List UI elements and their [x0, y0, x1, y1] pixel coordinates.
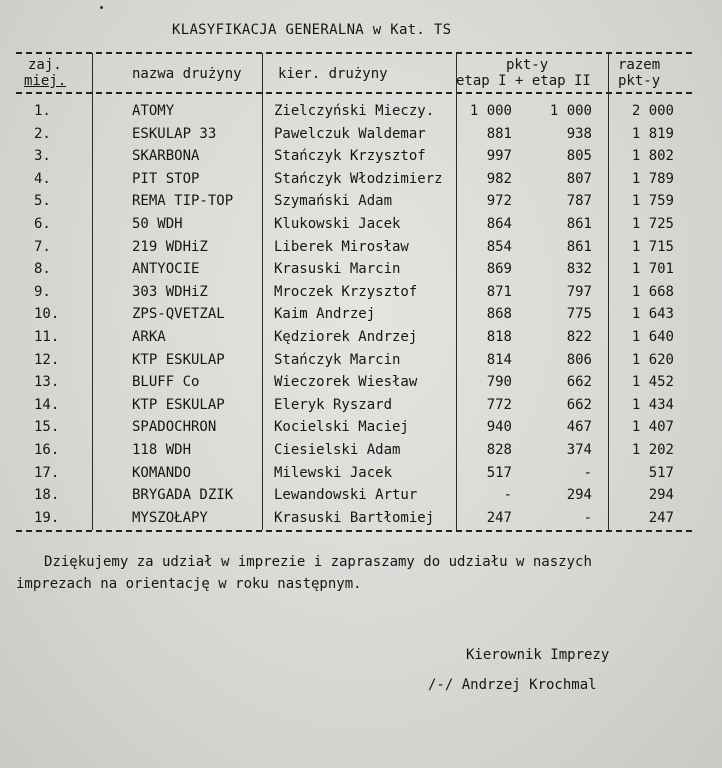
stage1-points-cell: 881	[486, 125, 512, 142]
stage2-points-cell: 938	[566, 125, 592, 142]
stage2-points-cell: 861	[566, 216, 592, 232]
place-cell: 9.	[34, 283, 51, 300]
team-leader-cell: Wieczorek Wiesław	[274, 374, 418, 391]
team-leader-cell: Lewandowski Artur	[274, 487, 418, 504]
place-cell: 5.	[34, 193, 51, 210]
stage2-points-cell: 861	[566, 238, 592, 255]
team-name-cell: 303 WDHiZ	[132, 283, 208, 300]
stage1-points-cell: 772	[486, 396, 512, 413]
total-points-cell: 1 434	[631, 396, 674, 413]
total-points-cell: 1 643	[631, 306, 674, 323]
table-row	[16, 258, 692, 281]
place-cell: 11.	[34, 329, 60, 345]
team-leader-cell: Stańczyk Marcin	[274, 351, 401, 368]
signature-title: Kierownik Imprezy	[466, 647, 610, 663]
table-row	[16, 439, 692, 462]
total-points-cell: 1 620	[631, 351, 674, 368]
table-row	[16, 236, 692, 259]
place-cell: 15.	[34, 419, 60, 436]
total-points-cell: 1 759	[631, 193, 674, 210]
team-name-cell: ANTYOCIE	[132, 261, 200, 278]
thanks-line-1: Dziękujemy za udział w imprezie i zapraszamy do udziału w naszych	[44, 554, 592, 570]
stage2-points-cell: -	[583, 464, 592, 481]
place-cell: 16.	[34, 442, 60, 458]
header-bottom-rule	[16, 92, 692, 94]
team-name-cell: ESKULAP 33	[132, 125, 217, 142]
place-cell: 3.	[34, 148, 51, 165]
team-name-cell: BRYGADA DZIK	[132, 487, 234, 504]
speck-mark	[100, 6, 103, 9]
stage1-points-cell: 790	[486, 374, 512, 391]
place-cell: 10.	[34, 306, 60, 323]
team-leader-cell: Ciesielski Adam	[274, 442, 401, 458]
team-leader-cell: Szymański Adam	[274, 193, 393, 210]
total-points-cell: 1 668	[631, 283, 674, 300]
place-cell: 2.	[34, 125, 51, 142]
total-points-cell: 1 407	[631, 419, 674, 436]
team-leader-cell: Klukowski Jacek	[274, 216, 401, 232]
table-row	[16, 326, 692, 349]
header-total-line2: pkt-y	[618, 73, 661, 89]
stage1-points-cell: 940	[486, 419, 512, 436]
table-top-rule	[16, 52, 692, 54]
team-leader-cell: Stańczyk Włodzimierz	[274, 170, 443, 187]
total-points-cell: 294	[648, 487, 674, 504]
stage2-points-cell: 662	[566, 396, 592, 413]
place-cell: 1.	[34, 103, 51, 119]
table-row	[16, 303, 692, 326]
place-cell: 17.	[34, 464, 60, 481]
table-row	[16, 281, 692, 304]
team-leader-cell: Mroczek Krzysztof	[274, 283, 418, 300]
header-points-line1: pkt-y	[506, 57, 549, 73]
stage2-points-cell: 806	[566, 351, 592, 368]
thanks-line-2: imprezach na orientację w roku następnym.	[16, 576, 362, 592]
team-leader-cell: Kaim Andrzej	[274, 306, 376, 323]
stage2-points-cell: 662	[566, 374, 592, 391]
place-cell: 12.	[34, 351, 60, 368]
stage1-points-cell: 818	[486, 329, 512, 345]
table-row	[16, 190, 692, 213]
table-row	[16, 394, 692, 417]
place-cell: 14.	[34, 396, 60, 413]
team-leader-cell: Kędziorek Andrzej	[274, 329, 418, 345]
table-bottom-rule	[16, 530, 692, 532]
stage1-points-cell: 854	[486, 238, 512, 255]
table-row	[16, 123, 692, 146]
stage1-points-cell: 868	[486, 306, 512, 323]
stage1-points-cell: 864	[486, 216, 512, 232]
stage1-points-cell: -	[503, 487, 512, 504]
place-cell: 13.	[34, 374, 60, 391]
team-name-cell: PIT STOP	[132, 170, 200, 187]
total-points-cell: 2 000	[631, 103, 674, 119]
stage2-points-cell: -	[583, 509, 592, 526]
place-cell: 8.	[34, 261, 51, 278]
stage2-points-cell: 805	[566, 148, 592, 165]
stage1-points-cell: 982	[486, 170, 512, 187]
team-name-cell: MYSZOŁAPY	[132, 509, 208, 526]
team-name-cell: ARKA	[132, 329, 166, 345]
total-points-cell: 1 819	[631, 125, 674, 142]
stage2-points-cell: 832	[566, 261, 592, 278]
place-cell: 19.	[34, 509, 60, 526]
table-row	[16, 371, 692, 394]
team-name-cell: REMA TIP-TOP	[132, 193, 234, 210]
stage2-points-cell: 787	[566, 193, 592, 210]
team-leader-cell: Pawelczuk Waldemar	[274, 125, 426, 142]
team-name-cell: ATOMY	[132, 103, 175, 119]
place-cell: 6.	[34, 216, 51, 232]
stage1-points-cell: 869	[486, 261, 512, 278]
team-name-cell: SKARBONA	[132, 148, 200, 165]
stage1-points-cell: 814	[486, 351, 512, 368]
stage2-points-cell: 1 000	[549, 103, 592, 119]
header-place-line2: miej.	[24, 73, 67, 89]
stage2-points-cell: 797	[566, 283, 592, 300]
stage1-points-cell: 997	[486, 148, 512, 165]
team-name-cell: 50 WDH	[132, 216, 183, 232]
stage1-points-cell: 517	[486, 464, 512, 481]
team-leader-cell: Krasuski Bartłomiej	[274, 509, 435, 526]
team-leader-cell: Stańczyk Krzysztof	[274, 148, 426, 165]
table-row	[16, 100, 692, 123]
table-row	[16, 213, 692, 236]
stage2-points-cell: 775	[566, 306, 592, 323]
team-name-cell: 219 WDHiZ	[132, 238, 208, 255]
stage1-points-cell: 247	[486, 509, 512, 526]
total-points-cell: 247	[648, 509, 674, 526]
table-row	[16, 507, 692, 530]
header-team: nazwa drużyny	[132, 66, 242, 82]
stage1-points-cell: 871	[486, 283, 512, 300]
header-points-line2: etap I + etap II	[456, 73, 591, 89]
document-title: KLASYFIKACJA GENERALNA w Kat. TS	[172, 22, 452, 38]
header-leader: kier. drużyny	[278, 66, 388, 82]
team-leader-cell: Krasuski Marcin	[274, 261, 401, 278]
team-name-cell: KOMANDO	[132, 464, 192, 481]
place-cell: 7.	[34, 238, 51, 255]
stage2-points-cell: 374	[566, 442, 592, 458]
table-row	[16, 145, 692, 168]
team-name-cell: BLUFF Co	[132, 374, 200, 391]
team-name-cell: SPADOCHRON	[132, 419, 217, 436]
total-points-cell: 1 789	[631, 170, 674, 187]
table-row	[16, 349, 692, 372]
team-leader-cell: Zielczyński Mieczy.	[274, 103, 435, 119]
signature-name: /-/ Andrzej Krochmal	[428, 677, 597, 693]
stage2-points-cell: 294	[566, 487, 592, 504]
table-row	[16, 416, 692, 439]
team-leader-cell: Liberek Mirosław	[274, 238, 409, 255]
stage2-points-cell: 467	[566, 419, 592, 436]
table-row	[16, 462, 692, 485]
total-points-cell: 1 802	[631, 148, 674, 165]
team-name-cell: KTP ESKULAP	[132, 351, 225, 368]
stage1-points-cell: 828	[486, 442, 512, 458]
stage1-points-cell: 972	[486, 193, 512, 210]
table-row	[16, 168, 692, 191]
total-points-cell: 1 725	[631, 216, 674, 232]
stage2-points-cell: 822	[566, 329, 592, 345]
team-leader-cell: Kocielski Maciej	[274, 419, 409, 436]
stage1-points-cell: 1 000	[469, 103, 512, 119]
team-name-cell: KTP ESKULAP	[132, 396, 225, 413]
team-name-cell: 118 WDH	[132, 442, 192, 458]
team-leader-cell: Milewski Jacek	[274, 464, 393, 481]
place-cell: 4.	[34, 170, 51, 187]
table-row	[16, 484, 692, 507]
total-points-cell: 517	[648, 464, 674, 481]
stage2-points-cell: 807	[566, 170, 592, 187]
place-cell: 18.	[34, 487, 60, 504]
total-points-cell: 1 452	[631, 374, 674, 391]
team-leader-cell: Eleryk Ryszard	[274, 396, 393, 413]
header-place-line1: zaj.	[28, 57, 62, 73]
total-points-cell: 1 202	[631, 442, 674, 458]
team-name-cell: ZPS-QVETZAL	[132, 306, 225, 323]
header-total-line1: razem	[618, 57, 661, 73]
total-points-cell: 1 715	[631, 238, 674, 255]
total-points-cell: 1 701	[631, 261, 674, 278]
total-points-cell: 1 640	[631, 329, 674, 345]
